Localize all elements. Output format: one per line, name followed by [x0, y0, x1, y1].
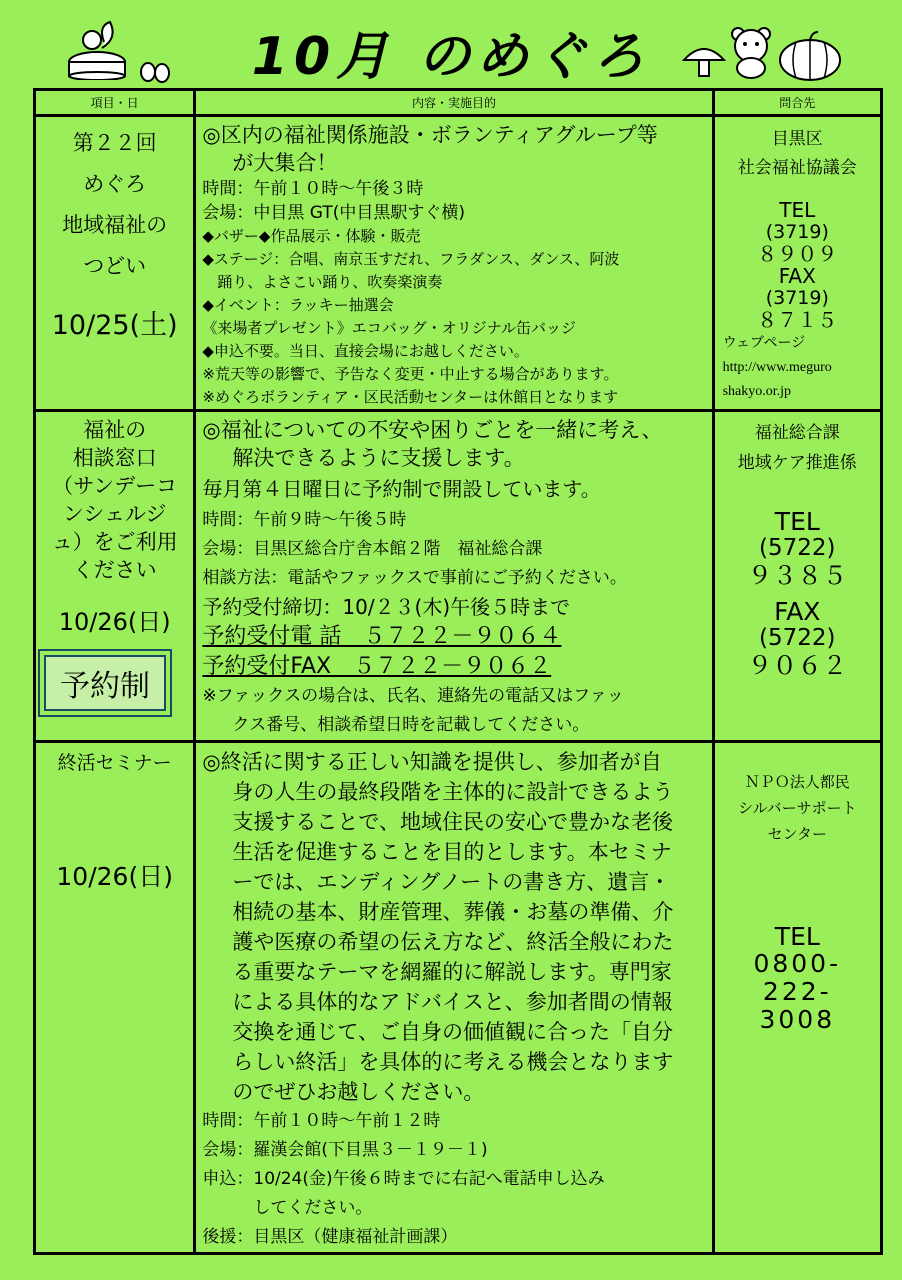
- reservation-fax: 予約受付FAX ５７２２－９０６２: [202, 654, 552, 679]
- seminar-paragraph-line: 生活を促進することを目的とします。本セミナ: [232, 840, 672, 864]
- contact-org: 福祉総合課: [754, 423, 840, 443]
- contact-tel-number: 3008: [759, 1005, 836, 1034]
- contact-fax-number: ９０６２: [747, 651, 848, 680]
- event-detail: ◆バザー◆作品展示・体験・販売: [202, 227, 421, 245]
- header-contact: 問合先: [713, 90, 881, 116]
- event-headline: 毎月第４日曜日に予約制で開設しています。: [202, 477, 601, 501]
- contact-org: ＮＰＯ法人都民: [744, 773, 850, 791]
- event-title-line: ンシェルジ: [62, 502, 167, 526]
- seminar-paragraph-line: らしい終活」を具体的に考える機会となります: [232, 1050, 674, 1074]
- reservation-deadline: 予約受付締切：10/２３(木)午後５時まで: [202, 595, 571, 619]
- page-title: 10月 のめぐろ: [251, 27, 651, 87]
- seminar-paragraph-line: のでぜひお越しください。: [232, 1080, 485, 1104]
- event-detail: 会場：羅漢会館(下目黒３－１９－１): [202, 1140, 488, 1160]
- contact-fax-label: FAX: [778, 264, 816, 288]
- event-detail: 時間：午前１０時～午後３時: [202, 179, 424, 199]
- contact-tel-number: ８９０９: [757, 242, 838, 266]
- contact-org: 社会福祉協議会: [737, 158, 857, 178]
- event-title-line: ください: [72, 558, 157, 582]
- contact-tel-area: (5722): [759, 535, 836, 561]
- event-row-fukushi-tsudoi: [35, 116, 882, 411]
- event-contact-cell: [713, 411, 881, 742]
- contact-org: センター: [767, 825, 827, 843]
- event-detail: 時間：午前９時～午後５時: [202, 510, 407, 530]
- seminar-paragraph-line: 支援することで、地域住民の安心で豊かな老後: [232, 810, 673, 834]
- event-headline: ◎区内の福祉関係施設・ボランティアグループ等: [202, 123, 658, 147]
- event-content-cell: [195, 742, 713, 1254]
- event-row-shukatsu-seminar: [35, 742, 882, 1254]
- event-title-line: 第２２回: [72, 131, 157, 155]
- event-detail: 申込：10/24(金)午後６時までに右記へ電話申し込み: [202, 1169, 605, 1189]
- event-detail: 相談方法：電話やファックスで事前にご予約ください。: [202, 568, 627, 588]
- seminar-paragraph-line: ーでは、エンディングノートの書き方、遺言・: [232, 870, 671, 894]
- event-detail: 会場：中目黒 GT(中目黒駅すぐ横): [202, 203, 465, 223]
- contact-web-label: ウェブページ: [722, 335, 806, 351]
- event-headline: が大集合！: [232, 151, 338, 175]
- event-detail: ◆イベント：ラッキー抽選会: [202, 296, 394, 314]
- event-note: クス番号、相談希望日時を記載してください。: [232, 715, 590, 735]
- event-note: ※ファックスの場合は、氏名、連絡先の電話又はファッ: [202, 686, 624, 706]
- event-detail: 踊り、よさこい踊り、吹奏楽演奏: [202, 273, 443, 291]
- reservation-badge: 予約制: [44, 655, 166, 711]
- contact-fax-area: (5722): [759, 625, 836, 651]
- seminar-paragraph-line: 相続の基本、財産管理、葬儀・お墓の準備、介: [232, 900, 674, 924]
- seminar-paragraph-line: 交換を通じて、ご自身の価値観に合った「自分: [232, 1020, 673, 1044]
- event-date: 10/26(日): [58, 608, 171, 636]
- event-title-line: （サンデーコ: [52, 474, 178, 498]
- event-row-sunday-concierge: [35, 411, 882, 742]
- event-headline: ◎福祉についての不安や困りごとを一緒に考え、: [202, 418, 663, 442]
- event-detail: 会場：目黒区総合庁舎本館２階 福祉総合課: [202, 539, 543, 559]
- event-headline: 解決できるように支援します。: [232, 446, 525, 470]
- event-detail: ◆ステージ：合唱、南京玉すだれ、フラダンス、ダンス、阿波: [202, 250, 620, 268]
- event-detail: ◆申込不要。当日、直接会場にお越しください。: [202, 342, 529, 360]
- event-table: [33, 88, 883, 1255]
- event-date: 10/26(日): [56, 862, 173, 891]
- seminar-paragraph-line: による具体的なアドバイスと、参加者間の情報: [232, 990, 673, 1014]
- contact-tel-number: 0800-: [753, 949, 842, 978]
- contact-tel-number: 222-: [762, 977, 832, 1006]
- seminar-paragraph-line: 護や医療の希望の伝え方など、終活全般にわた: [232, 930, 674, 954]
- contact-org: シルバーサポート: [738, 799, 857, 817]
- contact-org: 地域ケア推進係: [737, 453, 857, 473]
- contact-web-url[interactable]: http://www.meguro: [722, 360, 832, 375]
- event-contact-cell: [713, 116, 881, 411]
- contact-tel-label: TEL: [774, 507, 820, 536]
- event-detail: 《来場者プレゼント》エコバッグ・オリジナル缶バッジ: [202, 319, 577, 337]
- event-detail: 後援：目黒区（健康福祉計画課）: [202, 1227, 458, 1247]
- contact-tel-number: ９３８５: [747, 561, 848, 590]
- header-item-date: 項目・日: [35, 90, 195, 116]
- contact-fax-label: FAX: [774, 597, 821, 626]
- event-content-cell: [195, 411, 713, 742]
- seminar-paragraph-line: る重要なテーマを網羅的に解説します。専門家: [232, 960, 672, 984]
- event-title-line: 地域福祉の: [62, 213, 168, 237]
- event-detail: してください。: [202, 1198, 373, 1218]
- event-title-line: 相談窓口: [72, 446, 157, 470]
- contact-tel-label: TEL: [779, 198, 816, 222]
- event-detail: ※めぐろボランティア・区民活動センターは休館日となります: [202, 388, 619, 406]
- header-row: [35, 90, 882, 116]
- contact-fax-area: (3719): [765, 287, 829, 309]
- seminar-paragraph-line: 身の人生の最終段階を主体的に設計できるよう: [232, 780, 674, 804]
- event-date: 10/25(土): [51, 310, 178, 341]
- contact-org: 目黒区: [771, 129, 823, 149]
- event-content-cell: [195, 116, 713, 411]
- event-title-cell: [35, 116, 195, 411]
- event-title-line: つどい: [83, 254, 147, 278]
- contact-web-url[interactable]: shakyo.or.jp: [722, 384, 792, 399]
- event-title-line: 終活セミナー: [57, 752, 172, 774]
- contact-tel-label: TEL: [774, 922, 820, 951]
- event-title-cell: [35, 742, 195, 1254]
- event-title-line: 福祉の: [83, 418, 147, 442]
- event-detail: ※荒天等の影響で、予告なく変更・中止する場合があります。: [202, 365, 619, 383]
- reservation-tel: 予約受付電 話 ５７２２－９０６４: [202, 624, 562, 649]
- header-content: 内容・実施目的: [195, 90, 713, 116]
- event-detail: 時間：午前１０時～午前１２時: [202, 1111, 441, 1131]
- contact-fax-number: ８７１５: [757, 308, 838, 332]
- event-contact-cell: [713, 742, 881, 1254]
- event-title-line: ュ）をご利用: [51, 530, 178, 554]
- seminar-paragraph-line: ◎終活に関する正しい知識を提供し、参加者が自: [202, 750, 662, 774]
- contact-tel-area: (3719): [765, 221, 829, 243]
- event-title-cell: [35, 411, 195, 742]
- event-title-line: めぐろ: [83, 172, 147, 196]
